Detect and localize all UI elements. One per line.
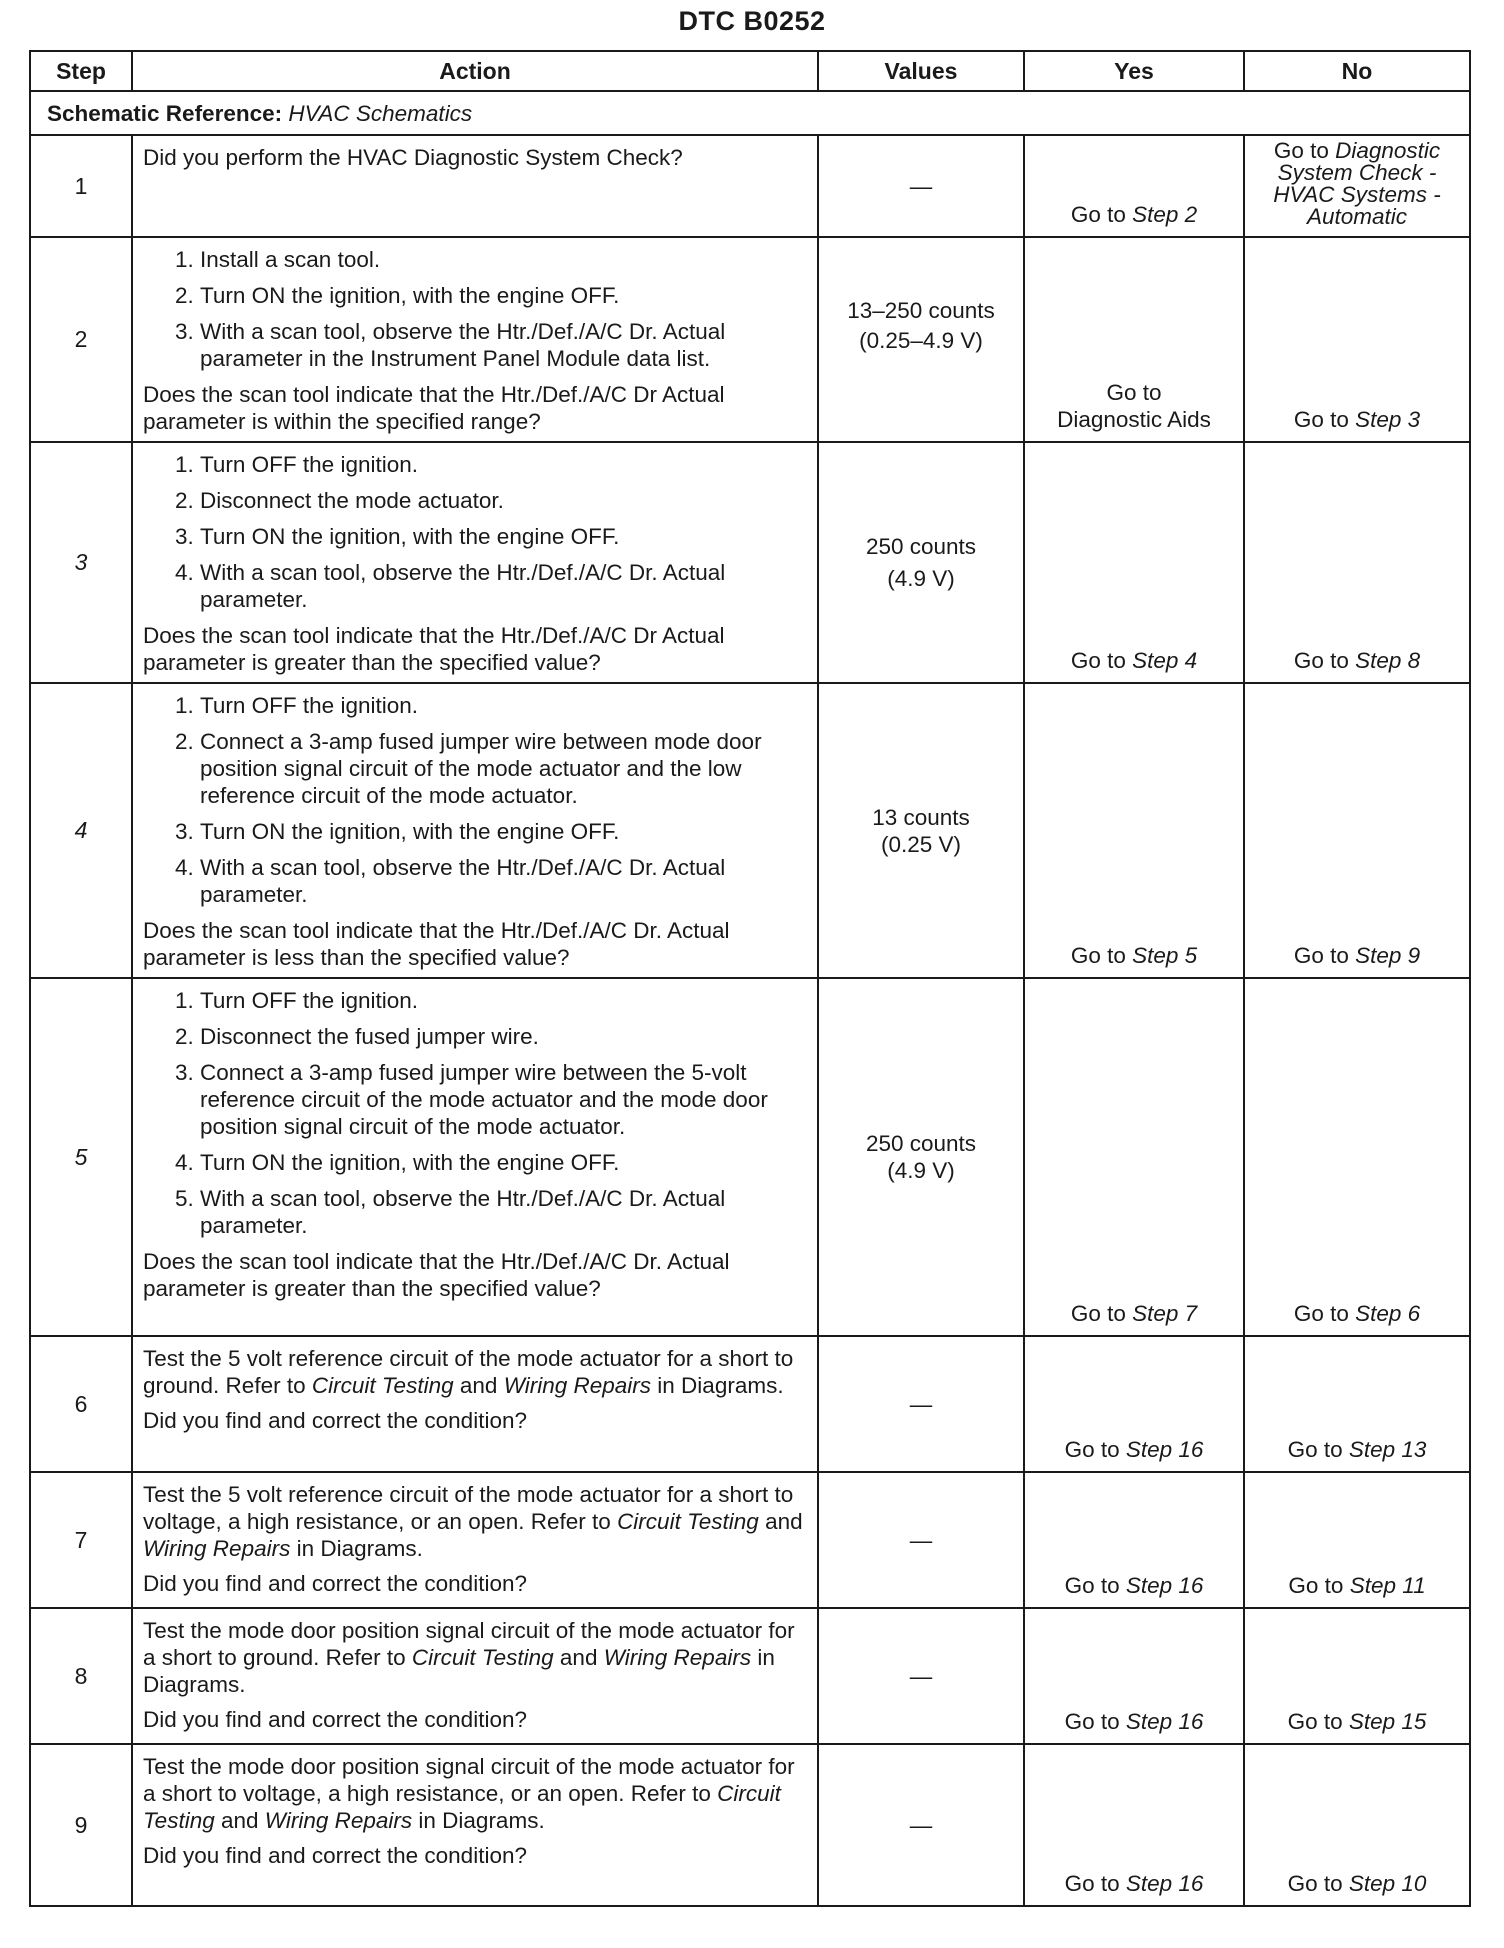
table-row (30, 135, 1470, 237)
action-cell (132, 978, 818, 1336)
procedure-list (143, 987, 807, 1239)
page-title: DTC B0252 (678, 6, 826, 36)
table-row (30, 237, 1470, 442)
step-number: 5 (30, 978, 132, 1336)
table-row (30, 1336, 1470, 1472)
no-link[interactable]: Step 15 (1348, 1709, 1427, 1734)
values-cell (818, 978, 1024, 1336)
wiring-repairs-link[interactable]: Wiring Repairs (503, 1373, 652, 1398)
action-question: Did you perform the HVAC Diagnostic System Check? (143, 145, 683, 170)
yes-link[interactable]: Step 16 (1125, 1437, 1204, 1462)
schematic-reference (30, 91, 1470, 135)
value-line: (0.25–4.9 V) (859, 328, 983, 353)
yes-cell: Go to Step 7 (1024, 978, 1244, 1336)
action-instruction: Test the mode door position signal circuit of the mode actuator for a short to voltage, a high resistance, or an open. Refer to Circuit Testing and Wiring Repairs in Diagrams. (143, 1754, 795, 1833)
values-cell (818, 683, 1024, 978)
action-question: Does the scan tool indicate that the Htr./Def./A/C Dr. Actual parameter is less than the specified value? (143, 918, 730, 970)
procedure-item: 1. Turn OFF the ignition. (200, 987, 807, 1014)
circuit-testing-link[interactable]: Circuit Testing (617, 1509, 759, 1534)
no-cell: Go to Step 3 (1244, 237, 1470, 442)
value-line: 13–250 counts (847, 298, 995, 323)
procedure-item: 1. Turn OFF the ignition. (200, 451, 807, 478)
procedure-list (143, 692, 807, 908)
circuit-testing-link[interactable]: Circuit Testing (143, 1781, 781, 1833)
no-link[interactable]: Step 10 (1348, 1871, 1427, 1896)
yes-link[interactable]: Step 16 (1125, 1709, 1204, 1734)
action-instruction: Test the 5 volt reference circuit of the mode actuator for a short to voltage, a high resistance, or an open. Refer to Circuit Testing and Wiring Repairs in Diagrams. (143, 1482, 803, 1561)
yes-cell: Go to Step 2 (1024, 135, 1244, 237)
action-cell (132, 442, 818, 683)
value-line: — (909, 1663, 933, 1689)
wiring-repairs-link[interactable]: Wiring Repairs (143, 1536, 291, 1561)
header-step: Step (30, 51, 132, 91)
yes-cell: Go to Step 16 (1024, 1472, 1244, 1608)
value-line: (4.9 V) (887, 1158, 955, 1183)
action-question: Did you find and correct the condition? (143, 1843, 527, 1868)
table-row (30, 1744, 1470, 1906)
procedure-item: 3. Turn ON the ignition, with the engine OFF. (200, 523, 807, 550)
table-row (30, 683, 1470, 978)
action-cell (132, 683, 818, 978)
procedure-item: 4. Turn ON the ignition, with the engine OFF. (200, 1149, 807, 1176)
no-link[interactable]: Step 11 (1349, 1573, 1426, 1598)
yes-cell: Go to Step 16 (1024, 1608, 1244, 1744)
yes-link[interactable]: Step 7 (1132, 1301, 1198, 1326)
values-cell (818, 237, 1024, 442)
diagnostic-table (29, 50, 1471, 1907)
procedure-item: 1. Install a scan tool. (200, 246, 807, 273)
no-link[interactable]: Step 13 (1348, 1437, 1427, 1462)
no-cell: Go to Step 9 (1244, 683, 1470, 978)
action-question: Does the scan tool indicate that the Htr./Def./A/C Dr. Actual parameter is greater than the specified value? (143, 1249, 730, 1301)
procedure-list (143, 246, 807, 372)
values-cell (818, 135, 1024, 237)
step-number: 2 (30, 237, 132, 442)
table-header-row (30, 51, 1470, 91)
value-line: 13 counts (872, 804, 970, 830)
no-cell: Go to Step 6 (1244, 978, 1470, 1336)
action-cell (132, 237, 818, 442)
action-instruction: Test the mode door position signal circuit of the mode actuator for a short to ground. Refer to Circuit Testing and Wiring Repairs in Diagrams. (143, 1618, 795, 1697)
yes-link[interactable]: Step 16 (1125, 1871, 1204, 1896)
yes-cell: Go to Diagnostic Aids (1024, 237, 1244, 442)
value-line: 250 counts (865, 533, 977, 559)
wiring-repairs-link[interactable]: Wiring Repairs (264, 1808, 413, 1833)
no-cell: Go to Step 11 (1244, 1472, 1470, 1608)
values-cell (818, 1744, 1024, 1906)
procedure-item: 1. Turn OFF the ignition. (200, 692, 807, 719)
yes-link[interactable]: Step 4 (1132, 648, 1198, 673)
no-cell: Go to Step 13 (1244, 1336, 1470, 1472)
values-cell (818, 1608, 1024, 1744)
no-link[interactable]: Step 8 (1355, 648, 1421, 673)
table-row (30, 1472, 1470, 1608)
value-line: — (909, 173, 933, 199)
schematic-reference-link[interactable]: HVAC Schematics (288, 100, 473, 126)
step-number: 8 (30, 1608, 132, 1744)
value-line: 250 counts (865, 1131, 977, 1156)
procedure-item: 3. With a scan tool, observe the Htr./Def./A/C Dr. Actual parameter in the Instrument Panel Module data list. (200, 318, 807, 372)
no-link[interactable]: Step 9 (1355, 943, 1421, 968)
table-row (30, 1608, 1470, 1744)
procedure-item: 3. Connect a 3-amp fused jumper wire between the 5-volt reference circuit of the mode actuator and the mode door position signal circuit of the mode actuator. (200, 1059, 807, 1140)
yes-cell: Go to Step 16 (1024, 1336, 1244, 1472)
schematic-reference-label: Schematic Reference: (47, 100, 283, 126)
no-cell: Go to Step 8 (1244, 442, 1470, 683)
step-number: 6 (30, 1336, 132, 1472)
step-number: 7 (30, 1472, 132, 1608)
procedure-item: 2. Connect a 3-amp fused jumper wire between mode door position signal circuit of the mode actuator and the low reference circuit of the mode actuator. (200, 728, 807, 809)
values-cell (818, 1472, 1024, 1608)
procedure-list (143, 451, 807, 613)
yes-link[interactable]: Step 2 (1132, 202, 1198, 227)
action-cell (132, 1608, 818, 1744)
action-cell (132, 1336, 818, 1472)
action-cell (132, 1744, 818, 1906)
no-link[interactable]: Step 6 (1355, 1301, 1421, 1326)
action-instruction: Test the 5 volt reference circuit of the mode actuator for a short to ground. Refer to Circuit Testing and Wiring Repairs in Diagrams. (143, 1346, 794, 1398)
yes-cell: Go to Step 4 (1024, 442, 1244, 683)
procedure-item: 4. With a scan tool, observe the Htr./Def./A/C Dr. Actual parameter. (200, 559, 807, 613)
no-cell: Go to Step 15 (1244, 1608, 1470, 1744)
procedure-item: 2. Turn ON the ignition, with the engine OFF. (200, 282, 807, 309)
yes-cell: Go to Step 16 (1024, 1744, 1244, 1906)
action-question: Did you find and correct the condition? (143, 1707, 527, 1732)
values-cell (818, 442, 1024, 683)
table-row (30, 978, 1470, 1336)
values-cell (818, 1336, 1024, 1472)
no-link[interactable]: Step 3 (1355, 407, 1421, 432)
step-number: 4 (30, 683, 132, 978)
value-line: (0.25 V) (880, 831, 962, 857)
procedure-item: 5. With a scan tool, observe the Htr./Def./A/C Dr. Actual parameter. (200, 1185, 807, 1239)
step-number: 3 (30, 442, 132, 683)
header-yes: Yes (1024, 51, 1244, 91)
yes-link[interactable]: Step 5 (1132, 943, 1198, 968)
action-cell (132, 135, 818, 237)
value-line: — (909, 1527, 933, 1553)
action-question: Did you find and correct the condition? (143, 1571, 527, 1596)
header-no: No (1244, 51, 1470, 91)
yes-link[interactable]: Diagnostic Aids (1057, 407, 1211, 432)
step-number: 9 (30, 1744, 132, 1906)
header-action: Action (132, 51, 818, 91)
value-line: — (909, 1812, 933, 1838)
procedure-item: 4. With a scan tool, observe the Htr./Def./A/C Dr. Actual parameter. (200, 854, 807, 908)
no-cell: Go to Step 10 (1244, 1744, 1470, 1906)
action-cell (132, 1472, 818, 1608)
circuit-testing-link[interactable]: Circuit Testing (411, 1645, 554, 1670)
value-line: — (909, 1391, 933, 1417)
schematic-reference-row (30, 91, 1470, 135)
action-question: Did you find and correct the condition? (143, 1408, 527, 1433)
action-question: Does the scan tool indicate that the Htr./Def./A/C Dr Actual parameter is greater than the specified value? (143, 623, 725, 675)
action-question: Does the scan tool indicate that the Htr./Def./A/C Dr Actual parameter is within the specified range? (143, 382, 725, 434)
wiring-repairs-link[interactable]: Wiring Repairs (603, 1645, 752, 1670)
value-line: (4.9 V) (887, 565, 955, 591)
yes-cell: Go to Step 5 (1024, 683, 1244, 978)
procedure-item: 2. Disconnect the fused jumper wire. (200, 1023, 807, 1050)
circuit-testing-link[interactable]: Circuit Testing (311, 1373, 454, 1398)
header-values: Values (818, 51, 1024, 91)
table-row (30, 442, 1470, 683)
step-number: 1 (30, 135, 132, 237)
no-link[interactable]: Diagnostic System Check - HVAC Systems - Automatic (1273, 138, 1441, 229)
procedure-item: 2. Disconnect the mode actuator. (200, 487, 807, 514)
procedure-item: 3. Turn ON the ignition, with the engine OFF. (200, 818, 807, 845)
yes-link[interactable]: Step 16 (1125, 1573, 1204, 1598)
no-cell: Go to Diagnostic System Check - HVAC Systems - Automatic (1244, 135, 1470, 237)
